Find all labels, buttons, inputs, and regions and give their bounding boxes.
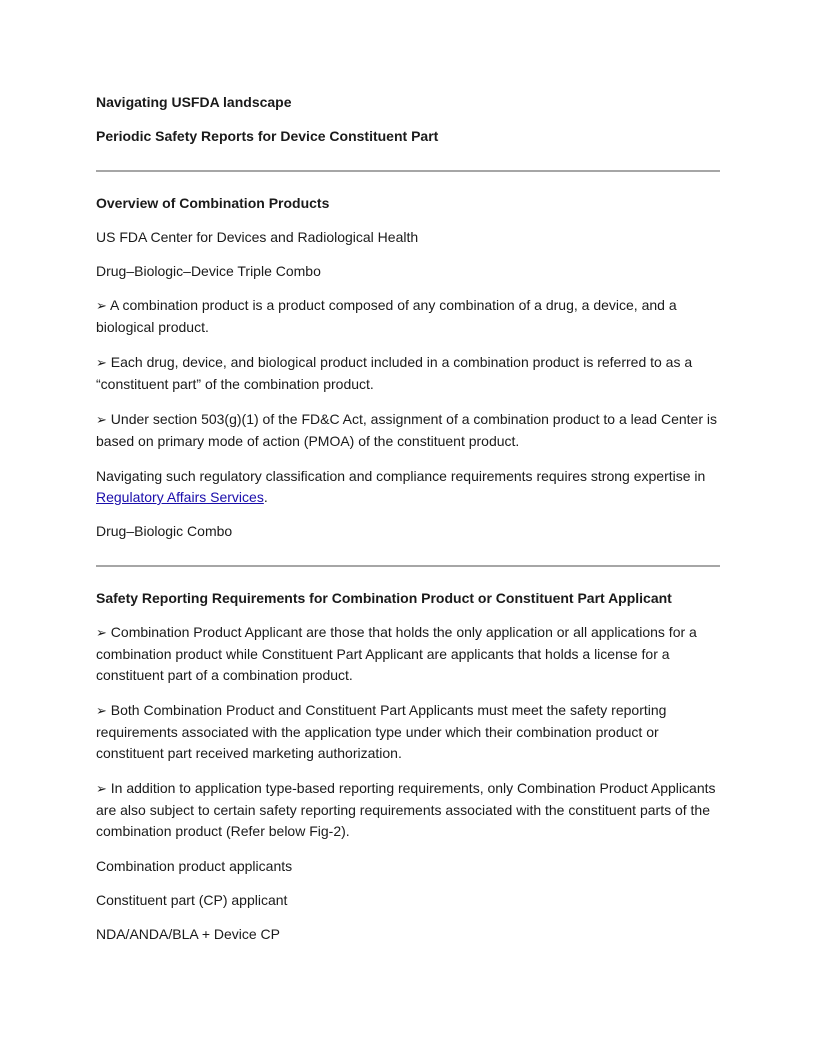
- arrow-bullet-icon: ➢: [96, 413, 107, 428]
- bullet-text: Combination Product Applicant are those that holds the only application or all applications for a combination product while Constituent Part Applicant are applicants that holds a license for a constituent part of a combination product.: [96, 624, 697, 683]
- bullet-text: A combination product is a product composed of any combination of a drug, a device, and a biological product.: [96, 297, 677, 335]
- arrow-bullet-icon: ➢: [96, 704, 107, 719]
- triple-combo-line: Drug–Biologic–Device Triple Combo: [96, 263, 321, 279]
- bullet-item: [96, 778, 720, 842]
- cp-applicant-line: Constituent part (CP) applicant: [96, 892, 288, 908]
- section-heading-overview: Overview of Combination Products: [96, 195, 330, 211]
- document-subtitle: Periodic Safety Reports for Device Constituent Part: [96, 128, 439, 144]
- section-heading-safety: Safety Reporting Requirements for Combination Product or Constituent Part Applicant: [96, 590, 672, 606]
- bullet-text: In addition to application type-based reporting requirements, only Combination Product Applicants are also subject to certain safety reporting requirements associated with the constituent parts of the combination product (Refer below Fig-2).: [96, 780, 716, 839]
- regulatory-affairs-link[interactable]: Regulatory Affairs Services: [96, 489, 264, 505]
- bullet-item: [96, 295, 720, 338]
- nda-anda-bla-line: NDA/ANDA/BLA + Device CP: [96, 926, 281, 942]
- arrow-bullet-icon: ➢: [96, 356, 107, 371]
- arrow-bullet-icon: ➢: [96, 626, 107, 641]
- paragraph-text: Navigating such regulatory classification and compliance requirements requires strong expertise in: [96, 468, 706, 484]
- arrow-bullet-icon: ➢: [96, 299, 107, 314]
- document-page: [96, 92, 720, 958]
- paragraph-end: .: [263, 489, 268, 505]
- drug-biologic-line: Drug–Biologic Combo: [96, 523, 233, 539]
- bullet-item: [96, 700, 720, 764]
- bullet-item: [96, 352, 720, 395]
- bullet-text: Each drug, device, and biological product included in a combination product is referred to as a “constituent part” of the combination product.: [96, 354, 693, 392]
- bullet-item: [96, 409, 720, 452]
- cdrh-line: US FDA Center for Devices and Radiological Health: [96, 229, 419, 245]
- section-divider: [96, 565, 720, 567]
- arrow-bullet-icon: ➢: [96, 782, 107, 797]
- section-divider: [96, 170, 720, 172]
- bullet-text: Both Combination Product and Constituent Part Applicants must meet the safety reporting requirements associated with the application type under which their combination product or constituent part received marketing authorization.: [96, 702, 667, 761]
- bullet-item: [96, 622, 720, 686]
- document-title: Navigating USFDA landscape: [96, 94, 292, 110]
- bullet-text: Under section 503(g)(1) of the FD&C Act, assignment of a combination product to a lead Center is based on primary mode of action (PMOA) of the constituent product.: [96, 411, 717, 449]
- expertise-paragraph: [96, 466, 720, 508]
- combination-applicants-line: Combination product applicants: [96, 858, 293, 874]
